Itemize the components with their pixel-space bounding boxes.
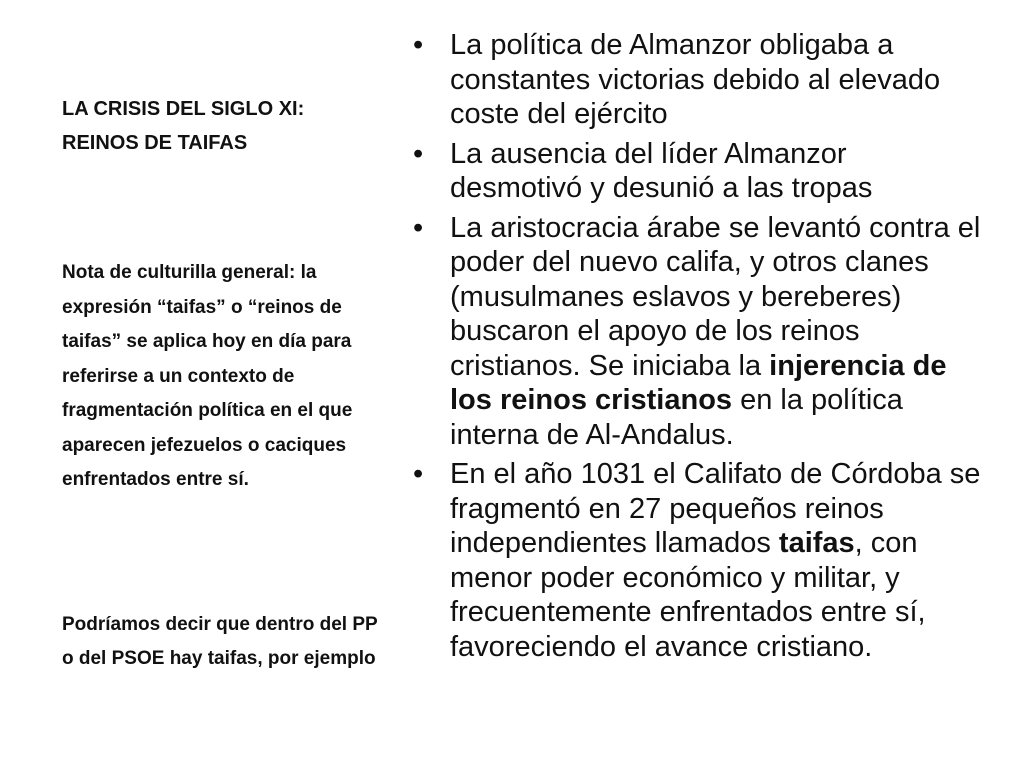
culture-note: Nota de culturilla general: la expresión “taifas” o “reinos de taifas” se aplica hoy en día para referirse a un contexto de fragmentación política en el que aparecen jefezuelos o caciques enfrentados entre sí. bbox=[62, 262, 353, 490]
title-line-2: REINOS DE TAIFAS bbox=[62, 132, 248, 154]
bullet-list bbox=[408, 28, 983, 664]
bullet-text-1: La política de Almanzor obligaba a constantes victorias debido al elevado coste del ejército bbox=[450, 29, 941, 130]
right-column bbox=[408, 28, 983, 669]
bullet-text-2: La ausencia del líder Almanzor desmotivó y desunió a las tropas bbox=[450, 137, 873, 204]
aside-note: Podríamos decir que dentro del PP o del PSOE hay taifas, por ejemplo bbox=[62, 614, 378, 669]
bullet-item-2 bbox=[408, 137, 983, 206]
bullet-text-4a: En el año 1031 el Califato de Córdoba se fragmentó en 27 pequeños reinos independientes llamados bbox=[450, 458, 981, 559]
bullet-text-3b: en la política interna de Al-Andalus. bbox=[450, 384, 903, 451]
bullet-emphasis-injerencia: injerencia de los reinos cristianos bbox=[450, 349, 947, 416]
bullet-item-4 bbox=[408, 457, 983, 664]
title-line-1: LA CRISIS DEL SIGLO XI: bbox=[62, 98, 305, 120]
bullet-emphasis-taifas: taifas bbox=[778, 527, 855, 559]
bullet-item-3 bbox=[408, 211, 983, 453]
slide-title bbox=[62, 92, 382, 160]
bullet-marker: • bbox=[413, 458, 424, 490]
bullet-marker: • bbox=[413, 211, 424, 244]
bullet-text-3a: La aristocracia árabe se levantó contra el poder del nuevo califa, y otros clanes (musulmanes eslavos y bereberes) buscaron el apoyo de los reinos cristianos. Se iniciaba la bbox=[450, 211, 981, 382]
bullet-text-4b: , con menor poder económico y militar, y frecuentemente enfrentados entre sí, favoreciendo el avance cristiano. bbox=[450, 527, 926, 663]
bullet-item-1 bbox=[408, 28, 983, 132]
bullet-marker: • bbox=[413, 137, 424, 170]
bullet-marker: • bbox=[413, 29, 424, 61]
